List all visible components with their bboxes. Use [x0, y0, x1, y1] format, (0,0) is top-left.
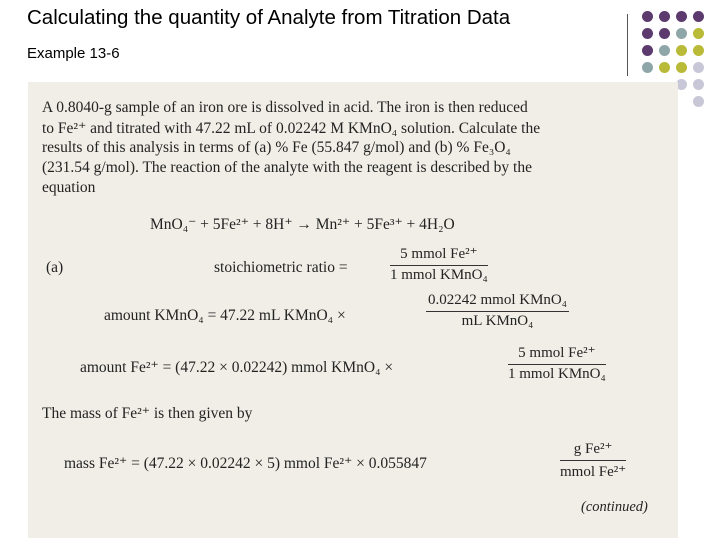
- mass-fe-equation: mass Fe²⁺ = (47.22 × 0.02242 × 5) mmol Fe²⁺ × 0.055847: [64, 455, 427, 472]
- dot-purple: [642, 11, 653, 22]
- fraction-denominator: 1 mmol KMnO₄: [390, 267, 488, 283]
- part-a-label: (a): [46, 259, 64, 276]
- continued-label: (continued): [581, 499, 648, 515]
- fraction-denominator: mmol Fe²⁺: [560, 464, 627, 480]
- slide-subtitle: Example 13-6: [27, 45, 120, 62]
- fraction-denominator: mL KMnO₄: [461, 313, 534, 329]
- textbook-excerpt: [28, 82, 678, 538]
- dot-lavender: [693, 79, 704, 90]
- fraction-numerator: 5 mmol Fe²⁺: [508, 343, 606, 365]
- slide-title: Calculating the quantity of Analyte from Titration Data: [27, 6, 511, 29]
- fraction-numerator: 5 mmol Fe²⁺: [390, 244, 488, 266]
- problem-line-3: results of this analysis in terms of (a) % Fe (55.847 g/mol) and (b) % Fe₃O₄: [42, 139, 511, 156]
- stoich-ratio-label: stoichiometric ratio =: [214, 259, 348, 276]
- problem-line-4: (231.54 g/mol). The reaction of the analyte with the reagent is described by the: [42, 159, 532, 176]
- fraction-numerator: 0.02242 mmol KMnO₄: [426, 292, 569, 312]
- stoich-ratio-fraction: [390, 244, 488, 284]
- reaction-equation: MnO₄⁻ + 5Fe²⁺ + 8H⁺ → Mn²⁺ + 5Fe³⁺ + 4H₂O: [150, 216, 455, 233]
- dot-purple: [659, 28, 670, 39]
- amount-fe-equation: amount Fe²⁺ = (47.22 × 0.02242) mmol KMnO₄ ×: [80, 359, 394, 376]
- amount-kmno4-equation: amount KMnO₄ = 47.22 mL KMnO₄ ×: [104, 307, 346, 324]
- dot-teal: [659, 45, 670, 56]
- dot-purple: [693, 11, 704, 22]
- amount-fe-fraction: [508, 343, 606, 383]
- mass-intro-text: The mass of Fe²⁺ is then given by: [42, 405, 253, 422]
- dot-olive: [693, 28, 704, 39]
- fraction-denominator: 1 mmol KMnO₄: [508, 366, 606, 382]
- problem-line-1: A 0.8040-g sample of an iron ore is dissolved in acid. The iron is then reduced: [42, 99, 528, 116]
- problem-line-5: equation: [42, 179, 96, 196]
- decorative-divider: [627, 14, 628, 76]
- dot-lavender: [693, 62, 704, 73]
- fraction-numerator: g Fe²⁺: [560, 439, 626, 461]
- dot-purple: [642, 28, 653, 39]
- dot-olive: [676, 45, 687, 56]
- dot-lavender: [693, 96, 704, 107]
- dot-purple: [642, 45, 653, 56]
- dot-olive: [693, 45, 704, 56]
- dot-olive: [676, 62, 687, 73]
- problem-line-2: to Fe²⁺ and titrated with 47.22 mL of 0.02242 M KMnO₄ solution. Calculate the: [42, 120, 541, 137]
- dot-teal: [642, 62, 653, 73]
- dot-olive: [659, 62, 670, 73]
- dot-purple: [659, 11, 670, 22]
- dot-teal: [676, 28, 687, 39]
- mass-fe-fraction: [560, 439, 626, 481]
- dot-purple: [676, 11, 687, 22]
- amount-kmno4-fraction: [426, 292, 569, 330]
